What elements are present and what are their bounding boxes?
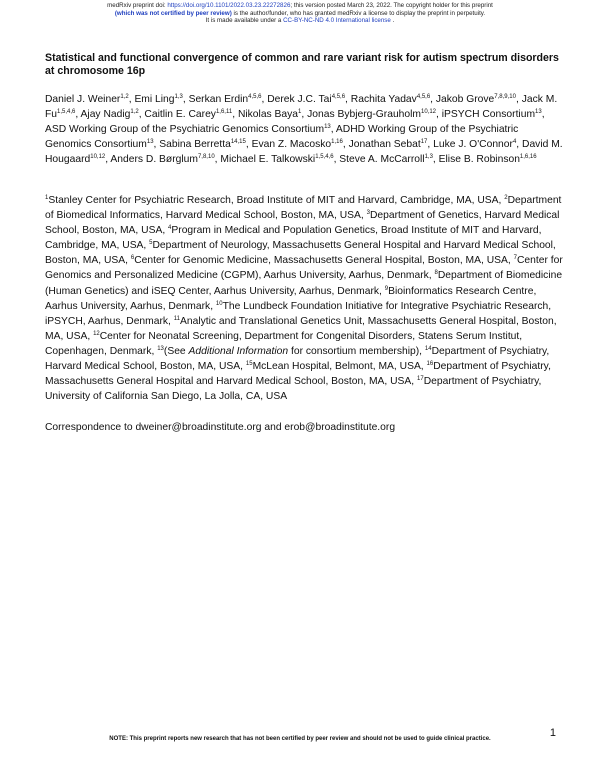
author-separator: , — [430, 94, 436, 105]
author-affiliation-sup: 1,3 — [424, 154, 433, 160]
author-affiliation-sup: 1,6,16 — [519, 154, 537, 160]
author-name: Rachita Yadav — [350, 94, 417, 105]
affiliation-text: The Lundbeck Foundation Initiative for Integrative Psychiatric Research, iPSYCH, Aarhus, Denmark, — [45, 300, 552, 327]
author-separator: , — [342, 139, 349, 150]
author-separator: , — [245, 139, 252, 150]
affiliation-text: Department of Neurology, Massachusetts General Hospital and Harvard Medical School, Boston, MA, USA, — [45, 240, 556, 267]
author-name: ASD Working Group of the Psychiatric Genomics Consortium — [45, 124, 325, 135]
author-list — [45, 92, 563, 167]
author-name: Jonas Bybjerg-Grauholm — [307, 109, 421, 120]
author-name: David M. Hougaard — [45, 139, 563, 165]
affiliation — [131, 255, 514, 266]
author — [349, 139, 434, 150]
author — [45, 94, 134, 105]
header-doi-prefix: medRxiv preprint doi: — [107, 2, 168, 9]
author-affiliation-sup: 17 — [420, 139, 428, 145]
affiliation-text: Center for Genomic Medicine, Massachusetts General Hospital, Boston, MA, USA, — [134, 255, 514, 267]
author-separator: , — [427, 139, 434, 150]
author-name: Steve A. McCarroll — [339, 154, 425, 165]
author-name: Emi Ling — [134, 94, 175, 105]
affiliation-text: Department of Biomedicine (Human Genetics) and iSEQ Center, Aarhus University, Aarhus, Denmark, — [45, 270, 563, 297]
author-name: ADHD Working Group of the Psychiatric Genomics Consortium — [45, 124, 519, 150]
author-name: Serkan Erdin — [188, 94, 249, 105]
affiliation — [45, 195, 504, 206]
author-separator: , — [515, 94, 522, 105]
header-end-text: . — [390, 17, 395, 25]
affiliation-text: Analytic and Translational Genetics Unit, Massachusetts General Hospital, Boston, MA, USA, — [45, 315, 557, 342]
author — [134, 94, 188, 105]
author-separator: , — [214, 154, 221, 165]
preprint-header — [0, 2, 600, 25]
author-name: Anders D. Børglum — [110, 154, 198, 165]
author — [339, 154, 438, 165]
affiliation-text: McLean Hospital, Belmont, MA, USA, — [252, 361, 427, 373]
author-affiliation-sup: 4 — [512, 139, 517, 145]
affiliation-text-after: for consortium membership), — [288, 345, 425, 357]
author-name: Elise B. Robinson — [438, 154, 520, 165]
author — [144, 109, 238, 120]
affiliation-number: 10 — [215, 300, 223, 307]
affiliation-number: 3 — [366, 210, 370, 217]
author-separator: , — [261, 94, 268, 105]
affiliation-text: (See — [163, 345, 189, 357]
author-name: Jakob Grove — [435, 94, 495, 105]
affiliation-text: Program in Medical and Population Genetics, Broad Institute of MIT and Harvard, Cambridge, MA, USA, — [45, 225, 542, 252]
paper-title: Statistical and functional convergence of common and rare variant risk for autism spectrum disorders at chromosome 16p — [45, 52, 559, 77]
author-name: Luke J. O'Connor — [433, 139, 513, 150]
affiliation-text: Center for Genomics and Personalized Medicine (CGPM), Aarhus University, Aarhus, Denmark, — [45, 255, 563, 282]
header-line-3 — [0, 17, 600, 25]
author — [238, 109, 307, 120]
affiliation-number: 4 — [168, 225, 172, 232]
header-posted-text: ; this version posted March 23, 2022. The copyright holder for this preprint — [290, 2, 493, 9]
author — [252, 139, 349, 150]
author-name: Jonathan Sebat — [348, 139, 421, 150]
affiliation — [157, 346, 425, 357]
affiliation-text: Department of Psychiatry, University of California San Diego, La Jolla, CA, USA — [45, 376, 542, 403]
author-name: Daniel J. Weiner — [45, 94, 121, 105]
author — [45, 124, 336, 135]
affiliation — [246, 361, 427, 372]
affiliation-number: 17 — [417, 376, 424, 383]
doi-link[interactable]: https://doi.org/10.1101/2022.03.23.22272826 — [167, 2, 291, 9]
affiliation-number: 7 — [513, 255, 517, 262]
author-name: Jack M. Fu — [45, 94, 558, 120]
author — [307, 109, 442, 120]
affiliation-text: Center for Neonatal Screening, Department for Congenital Disorders, Statens Serum Institut, Copenhagen, Denmark, — [45, 330, 523, 357]
author-name: Sabina Berretta — [159, 139, 231, 150]
affiliation-text: Stanley Center for Psychiatric Research, Broad Institute of MIT and Harvard, Cambridge, MA, USA, — [48, 195, 505, 206]
affiliation-number: 15 — [245, 361, 253, 368]
header-license-note: is the author/funder, who has granted medRxiv a license to display the preprint in perpetuity. — [231, 9, 486, 17]
header-line-1 — [0, 2, 600, 10]
author-affiliation-sup: 13 — [535, 109, 542, 115]
author-affiliation-sup: 1,2 — [130, 109, 139, 115]
correspondence: Correspondence to dweiner@broadinstitute.org and erob@broadinstitute.org — [45, 422, 396, 433]
affiliation-text: Bioinformatics Research Centre, Aarhus University, Aarhus, Denmark, — [45, 285, 537, 312]
author — [439, 154, 537, 165]
affiliation-number: 9 — [384, 285, 389, 292]
affiliation-number: 5 — [149, 240, 153, 247]
header-line-2 — [0, 10, 600, 18]
author-separator: , — [105, 154, 111, 165]
author-separator: , — [182, 94, 189, 105]
author-separator: , — [330, 124, 336, 135]
author-affiliation-sup: 10,12 — [421, 109, 437, 115]
footer-disclaimer: NOTE: This preprint reports new research that has not been certified by peer review and should not be used to guide clinical practice. — [109, 736, 491, 742]
header-peer-review-note: (which was not certified by peer review) — [114, 9, 232, 17]
author-affiliation-sup: 1,2 — [120, 94, 129, 100]
author — [110, 154, 220, 165]
affiliation-text: Department of Biomedical Informatics, Harvard Medical School, Boston, MA, USA, — [45, 195, 562, 222]
author-name: iPSYCH Consortium — [441, 109, 536, 120]
author-affiliation-sup: 13 — [324, 124, 331, 130]
author-separator: , — [301, 109, 308, 120]
author-separator: , — [436, 109, 442, 120]
author-affiliation-sup: 4,5,6 — [416, 94, 431, 100]
author — [220, 154, 339, 165]
affiliation-number: 13 — [157, 345, 164, 352]
author-name: Michael E. Talkowski — [220, 154, 316, 165]
author — [81, 109, 145, 120]
author-name: Ajay Nadig — [80, 109, 131, 120]
author-affiliation-sup: 1,5,4,6 — [315, 154, 334, 160]
affiliation-list — [45, 193, 563, 404]
author — [442, 109, 545, 120]
affiliation-number: 12 — [93, 330, 100, 337]
author-affiliation-sup: 7,8,10 — [197, 154, 215, 160]
affiliation-text: Department of Psychiatry, Massachusetts General Hospital and Harvard Medical School, Boston, MA, USA, — [45, 361, 551, 388]
author-separator: , — [153, 139, 160, 150]
affiliation-italic: Additional Information — [188, 345, 289, 357]
author — [351, 94, 436, 105]
author — [436, 94, 522, 105]
author-separator: , — [516, 139, 523, 150]
author-separator: , — [345, 94, 351, 105]
author-separator: , — [128, 94, 135, 105]
author — [159, 139, 251, 150]
affiliation-number: 8 — [434, 270, 438, 277]
affiliation-number: 11 — [173, 315, 180, 322]
author-separator: , — [541, 109, 545, 120]
author-separator: , — [75, 109, 81, 120]
author-affiliation-sup: 1,16 — [331, 139, 343, 145]
author-affiliation-sup: 4,5,6 — [331, 94, 346, 100]
page-number: 1 — [549, 727, 556, 739]
author-affiliation-sup: 1,3 — [174, 94, 183, 100]
affiliation-number: 6 — [130, 255, 135, 262]
author-affiliation-sup: 10,12 — [90, 154, 106, 160]
author-name: Evan Z. Macosko — [251, 139, 332, 150]
affiliation-number: 14 — [424, 345, 432, 352]
author-affiliation-sup: 13 — [146, 139, 154, 145]
affiliation-text: Department of Genetics, Harvard Medical School, Boston, MA, USA, — [45, 210, 560, 237]
author-separator: , — [138, 109, 145, 120]
affiliation-number: 16 — [426, 361, 434, 368]
author-separator: , — [232, 109, 238, 120]
author-name: Caitlin E. Carey — [144, 109, 216, 120]
affiliation-number: 1 — [45, 195, 49, 201]
license-link[interactable]: CC-BY-NC-ND 4.0 International license — [283, 17, 391, 25]
author-separator: , — [432, 154, 439, 165]
author — [189, 94, 268, 105]
author-name: Nikolas Baya — [237, 109, 299, 120]
header-available-text: It is made available under a — [205, 17, 284, 25]
author-affiliation-sup: 1,5,4,6 — [57, 109, 76, 115]
author-affiliation-sup: 1,6,11 — [215, 109, 233, 115]
author-affiliation-sup: 14,15 — [230, 139, 246, 145]
author — [267, 94, 351, 105]
affiliation-text: Department of Psychiatry, Harvard Medical School, Boston, MA, USA, — [45, 345, 550, 373]
author-affiliation-sup: 4,5,6 — [248, 94, 262, 100]
author-affiliation-sup: 1 — [298, 109, 302, 115]
author — [433, 139, 522, 150]
author-name: Derek J.C. Tai — [267, 94, 332, 105]
author-affiliation-sup: 7,8,9,10 — [494, 94, 516, 100]
affiliation-number: 2 — [504, 195, 508, 201]
author-separator: , — [333, 154, 340, 165]
